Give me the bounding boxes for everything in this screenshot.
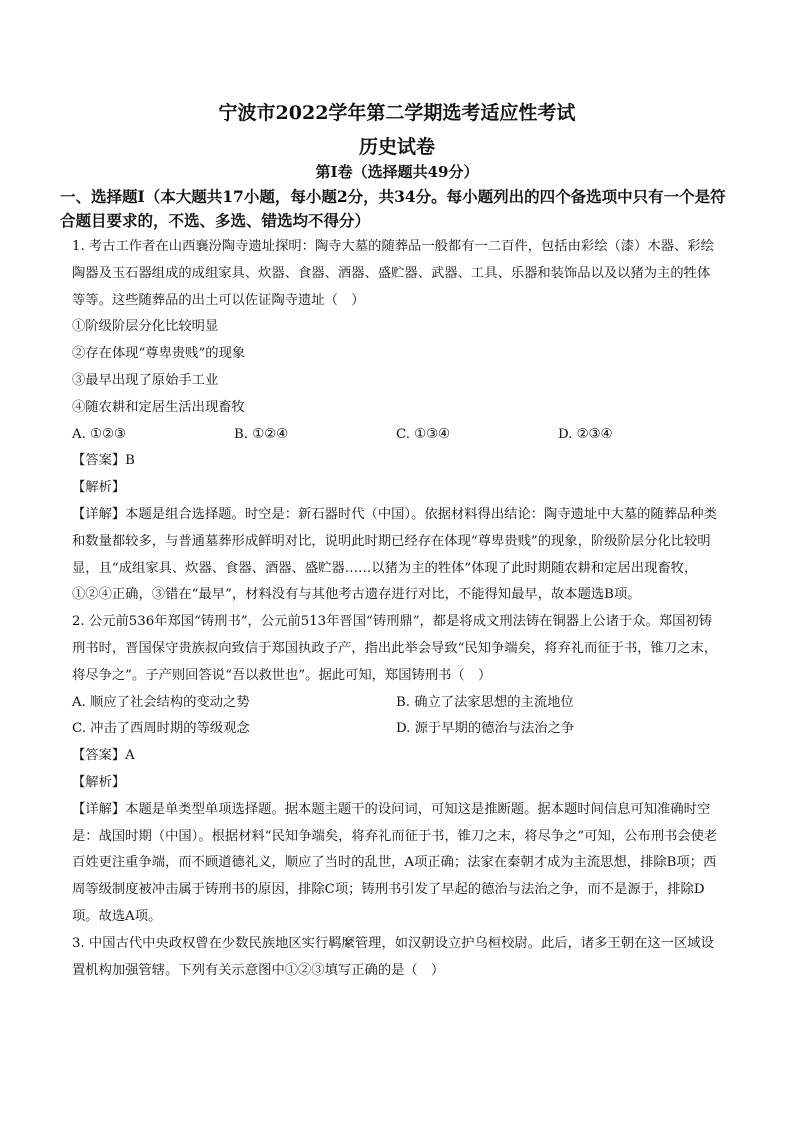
q3-stem: 3. 中国古代中央政权曾在少数民族地区实行羁縻管理，如汉朝设立护乌桓校尉。此后，诸多王朝在这一区域设置机构加强管辖。下列有关示意图中①②③填写正确的是（ ） [72, 935, 714, 978]
q2-options-row-1 [72, 690, 720, 717]
q1-option-d: D. ②③④ [558, 426, 613, 442]
q1-explanation: 【详解】本题是组合选择题。时空是：新石器时代（中国）。依据材料得出结论：陶寺遗址中大墓的随葬品种类和数量都较多，与普通墓葬形成鲜明对比，说明此时期已经存在体现“尊卑贵贱”的现象，阶级阶层分化比较明显，且“成组家具、炊器、食器、酒器、盛贮器……以猪为主的牲体”体现了此时期随农耕和定居出现畜牧，①②④正确，③错在“最早”，材料没有与其他考古遗存进行对比，不能得知最早，故本题选B项。 [72, 506, 717, 603]
question-content [72, 234, 720, 984]
q2-stem: 2. 公元前536年郑国“铸刑书”，公元前513年晋国“铸刑鼎”，都是将成文刑法铸在铜器上公诸于众。郑国初铸刑书时，晋国保守贵族叔向致信于郑国执政子产，指出此举会导致“民知争端矣，将弃礼而征于书，锥刀之末，将尽争之”。子产则回答说“吾以救世也”。据此可知，郑国铸刑书（ ） [72, 614, 718, 683]
q1-item-1: ①阶级阶层分化比较明显 [72, 319, 219, 335]
q2-option-a: A. 顺应了社会结构的变动之势 [72, 694, 250, 710]
q1-options [72, 422, 720, 449]
q1-answer: 【答案】B [72, 453, 135, 469]
q2-answer: 【答案】A [72, 748, 135, 764]
q2-option-c: C. 冲击了西周时期的等级观念 [72, 721, 250, 737]
q1-option-a: A. ①②③ [72, 426, 126, 442]
q2-options-row-2 [72, 716, 720, 743]
q1-option-b: B. ①②④ [234, 426, 288, 442]
q1-item-4: ④随农耕和定居生活出现畜牧 [72, 399, 245, 415]
q2-explanation: 【详解】本题是单类型单项选择题。据本题主题干的设问词，可知这是推断题。据本题时间信息可知准确时空是：战国时期（中国）。根据材料“民知争端矣，将弃礼而征于书，锥刀之末，将尽争之”可知，公布刑书会使老百姓更注重争端，而不顾道德礼义，顺应了当时的乱世，A项正确；法家在秦朝才成为主流思想，排除B项；西周等级制度被冲击属于铸刑书的原因，排除C项；铸刑书引发了早起的德治与法治之争，而不是源于，排除D项。故选A项。 [72, 801, 718, 924]
part-title: 第I卷（选择题共49分） [315, 163, 479, 181]
q1-item-2: ②存在体现“尊卑贵贱”的现象 [72, 346, 246, 362]
q1-analysis-label: 【解析】 [72, 480, 126, 496]
exam-subtitle: 历史试卷 [358, 136, 435, 158]
q2-option-d: D. 源于早期的德治与法治之争 [396, 721, 575, 737]
exam-title: 宁波市2022学年第二学期选考适应性考试 [218, 102, 576, 124]
q1-stem: 1. 考古工作者在山西襄汾陶寺遗址探明：陶寺大墓的随葬品一般都有一二百件，包括由彩绘（漆）木器、彩绘陶器及玉石器组成的成组家具、炊器、食器、酒器、盛贮器、武器、工具、乐器和装饰品以及以猪为主的牲体等等。这些随葬品的出土可以佐证陶寺遗址（ ） [72, 239, 714, 308]
q2-analysis-label: 【解析】 [72, 774, 126, 790]
section-heading: 一、选择题I（本大题共17小题，每小题2分，共34分。每小题列出的四个备选项中只有一个是符合题目要求的，不选、多选、错选均不得分） [60, 187, 726, 230]
q1-option-c: C. ①③④ [396, 426, 450, 442]
q2-option-b: B. 确立了法家思想的主流地位 [396, 694, 574, 710]
q1-item-3: ③最早出现了原始手工业 [72, 372, 219, 388]
